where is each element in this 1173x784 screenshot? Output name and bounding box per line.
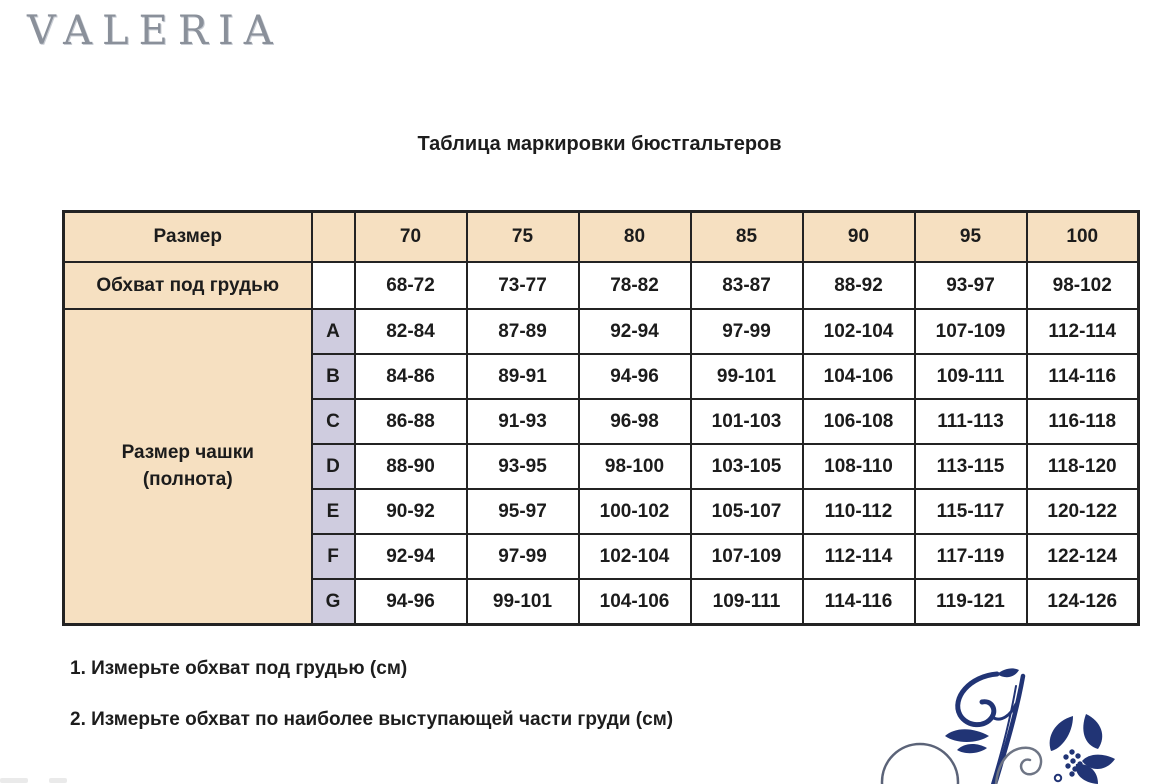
- size-range-value: 110-112: [803, 489, 915, 534]
- cup-letter: G: [312, 579, 355, 625]
- cup-letter: D: [312, 444, 355, 489]
- size-column-header: 85: [691, 212, 803, 263]
- size-range-value: 100-102: [579, 489, 691, 534]
- curl-leaf: [997, 668, 1019, 677]
- size-range-value: 109-111: [691, 579, 803, 625]
- size-range-value: 95-97: [467, 489, 579, 534]
- size-range-value: 98-100: [579, 444, 691, 489]
- underbust-row-label: Обхват под грудью: [64, 262, 312, 309]
- measurement-instructions: [70, 658, 673, 760]
- size-range-value: 102-104: [579, 534, 691, 579]
- size-column-header: 75: [467, 212, 579, 263]
- size-range-value: 109-111: [915, 354, 1027, 399]
- cutoff-content-hint: [0, 778, 28, 783]
- cup-size-row-label: [64, 309, 312, 625]
- size-range-value: 92-94: [579, 309, 691, 354]
- size-column-header: 95: [915, 212, 1027, 263]
- size-range-value: 124-126: [1027, 579, 1139, 625]
- underbust-value: 73-77: [467, 262, 579, 309]
- size-range-value: 116-118: [1027, 399, 1139, 444]
- size-range-value: 112-114: [803, 534, 915, 579]
- cutoff-content-hint: [49, 778, 67, 783]
- size-range-value: 114-116: [803, 579, 915, 625]
- size-range-value: 89-91: [467, 354, 579, 399]
- size-range-value: 99-101: [691, 354, 803, 399]
- cup-letter: F: [312, 534, 355, 579]
- size-range-value: 108-110: [803, 444, 915, 489]
- left-leaf-2: [957, 744, 987, 753]
- size-range-value: 99-101: [467, 579, 579, 625]
- cup-row-A: [64, 309, 1139, 354]
- instruction-step-2: 2. Измерьте обхват по наиболее выступающей части груди (см): [70, 709, 674, 730]
- empty-corner-cell: [312, 212, 355, 263]
- flower-petal-top-right: [1083, 714, 1102, 749]
- size-range-value: 87-89: [467, 309, 579, 354]
- underbust-value: 83-87: [691, 262, 803, 309]
- left-leaf-1: [945, 729, 989, 742]
- cup-label-line2: (полнота): [142, 468, 233, 490]
- empty-cell: [312, 262, 355, 309]
- size-range-value: 107-109: [691, 534, 803, 579]
- size-column-header: 100: [1027, 212, 1139, 263]
- underbust-value: 68-72: [355, 262, 467, 309]
- cup-label-line1: Размер чашки: [121, 441, 254, 463]
- size-range-value: 97-99: [691, 309, 803, 354]
- size-range-value: 97-99: [467, 534, 579, 579]
- size-header-row: [64, 212, 1139, 263]
- grape-cluster: [1063, 749, 1083, 776]
- cup-letter: A: [312, 309, 355, 354]
- size-range-value: 114-116: [1027, 354, 1139, 399]
- flower-petal-upper-left: [1050, 716, 1073, 751]
- underbust-value: 78-82: [579, 262, 691, 309]
- size-range-value: 91-93: [467, 399, 579, 444]
- size-range-value: 93-95: [467, 444, 579, 489]
- size-range-value: 107-109: [915, 309, 1027, 354]
- cup-letter: B: [312, 354, 355, 399]
- size-range-value: 118-120: [1027, 444, 1139, 489]
- bra-size-table: [62, 210, 1140, 626]
- underbust-value: 93-97: [915, 262, 1027, 309]
- size-range-value: 106-108: [803, 399, 915, 444]
- size-range-value: 94-96: [355, 579, 467, 625]
- size-column-header: 90: [803, 212, 915, 263]
- size-range-value: 94-96: [579, 354, 691, 399]
- size-range-value: 105-107: [691, 489, 803, 534]
- size-range-value: 119-121: [915, 579, 1027, 625]
- underbust-value: 98-102: [1027, 262, 1139, 309]
- flower-dot: [1055, 775, 1061, 781]
- stem-inner: [992, 686, 1016, 784]
- size-range-value: 103-105: [691, 444, 803, 489]
- size-range-value: 122-124: [1027, 534, 1139, 579]
- floral-flourish-decoration: [845, 660, 1173, 784]
- size-range-value: 120-122: [1027, 489, 1139, 534]
- size-range-value: 112-114: [1027, 309, 1139, 354]
- cup-letter: E: [312, 489, 355, 534]
- cup-letter: C: [312, 399, 355, 444]
- underbust-row: [64, 262, 1139, 309]
- size-column-header: 70: [355, 212, 467, 263]
- size-range-value: 82-84: [355, 309, 467, 354]
- instruction-step-1: 1. Измерьте обхват под грудью (см): [70, 658, 408, 679]
- size-column-header: 80: [579, 212, 691, 263]
- page-title: Таблица маркировки бюстгальтеров: [417, 133, 782, 155]
- size-range-value: 113-115: [915, 444, 1027, 489]
- size-range-value: 101-103: [691, 399, 803, 444]
- swirl-ring: [882, 744, 958, 784]
- size-range-value: 102-104: [803, 309, 915, 354]
- size-range-value: 104-106: [579, 579, 691, 625]
- underbust-value: 88-92: [803, 262, 915, 309]
- size-range-value: 96-98: [579, 399, 691, 444]
- size-range-value: 117-119: [915, 534, 1027, 579]
- size-range-value: 88-90: [355, 444, 467, 489]
- size-range-value: 115-117: [915, 489, 1027, 534]
- size-range-value: 84-86: [355, 354, 467, 399]
- size-range-value: 90-92: [355, 489, 467, 534]
- size-range-value: 104-106: [803, 354, 915, 399]
- brand-logo: VALERIA: [27, 8, 283, 54]
- size-range-value: 92-94: [355, 534, 467, 579]
- size-range-value: 86-88: [355, 399, 467, 444]
- size-row-label: Размер: [64, 212, 312, 263]
- size-range-value: 111-113: [915, 399, 1027, 444]
